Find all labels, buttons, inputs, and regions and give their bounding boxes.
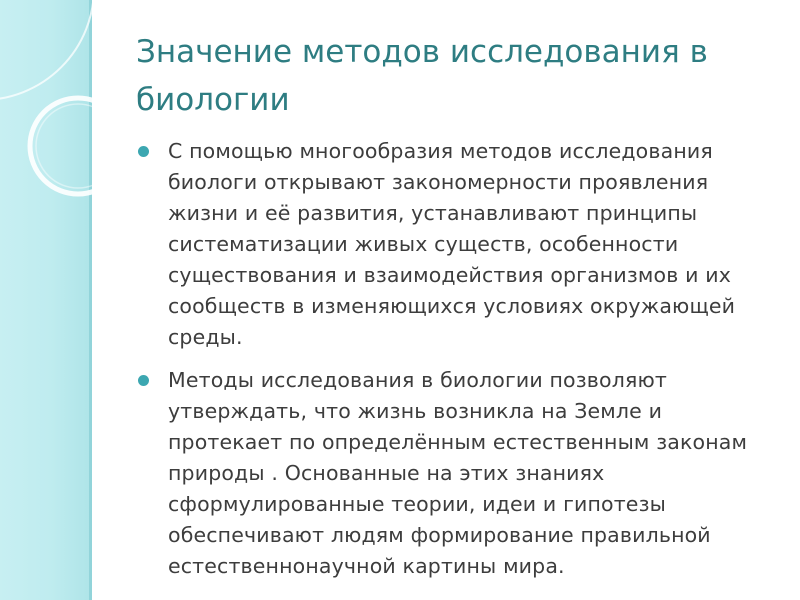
bullet-text: Методы исследования в биологии позволяют утверждать, что жизнь возникла на Земле и протекает по определённым естественным законам природы . Основанные на этих знаниях сформулированные теории, идеи и гипотезы обеспечивают людям формирование правильной естественнонаучной картины мира. bbox=[168, 368, 748, 578]
decorative-side-panel bbox=[0, 0, 92, 600]
bullet-dot-icon bbox=[138, 375, 149, 386]
slide-title: Значение методов исследования в биологии bbox=[136, 34, 708, 118]
bullet-dot-icon bbox=[138, 146, 149, 157]
bullet-item bbox=[136, 365, 776, 582]
bullet-item bbox=[136, 136, 776, 353]
bullet-text: С помощью многообразия методов исследования биологи открывают закономерности проявления жизни и её развития, устанавливают принципы систематизации живых существ, особенности существования и взаимодействия организмов и их сообществ в изменяющихся условиях окружающей среды. bbox=[168, 139, 736, 349]
bullet-list bbox=[136, 136, 776, 594]
